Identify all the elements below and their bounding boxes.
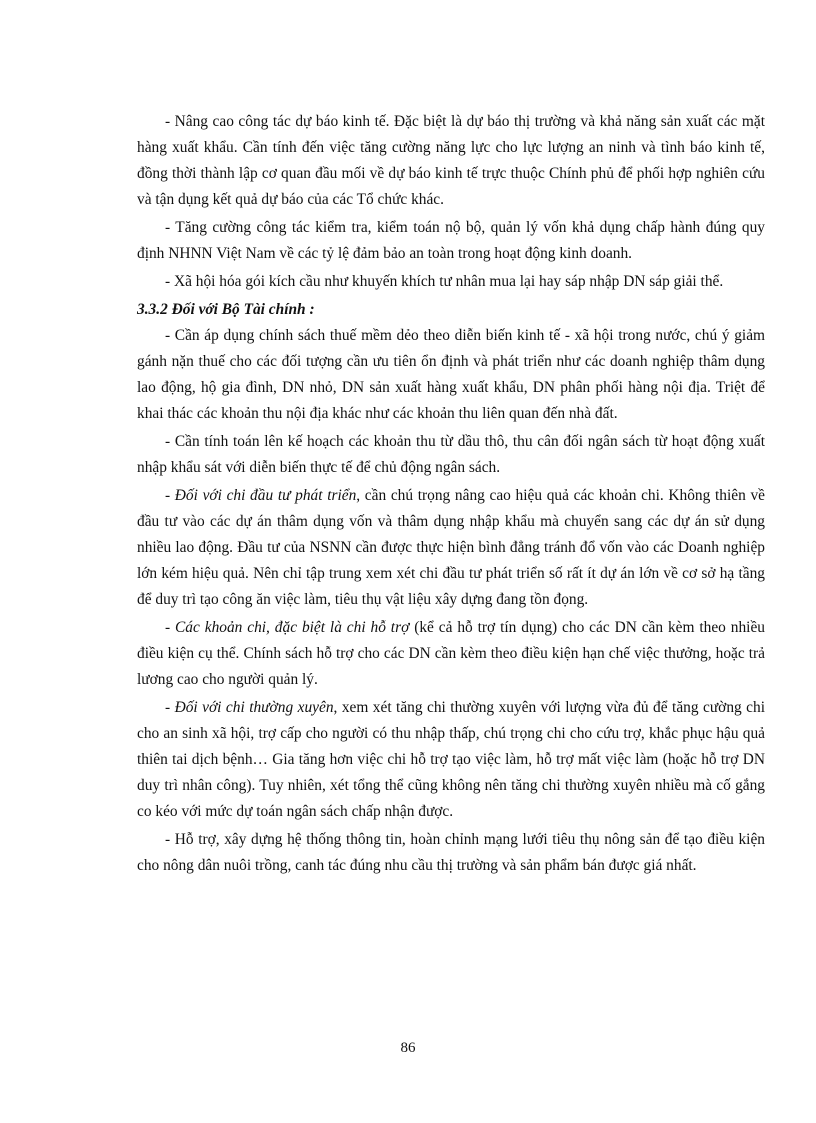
paragraph-socialization: - Xã hội hóa gói kích cầu như khuyến khích tư nhân mua lại hay sáp nhập DN sáp giải thể. <box>165 273 724 290</box>
paragraph-tax-policy <box>137 323 765 427</box>
document-page <box>137 109 765 879</box>
paragraph-italic-lead: - Đối với chi thường xuyên <box>165 699 334 716</box>
paragraph-text: - Hỗ trợ, xây dựng hệ thống thông tin, hoàn chỉnh mạng lưới tiêu thụ nông sản để tạo điều kiện cho nông dân nuôi trồng, canh tác đúng nhu cầu thị trường và sản phẩm bán được giá nhất. <box>137 831 765 874</box>
paragraph-text: - Cần áp dụng chính sách thuế mềm dẻo theo diễn biến kinh tế - xã hội trong nước, chú ý giảm gánh nặn thuế cho các đối tượng cần ưu tiên ổn định và phát triển như các doanh nghiệp thâm dụng lao động, hộ gia đình, DN nhỏ, DN sản xuất hàng xuất khẩu, DN phân phối hàng nội địa. Triệt để khai thác các khoản thu nội địa khác như các khoản thu liên quan đến nhà đất. <box>137 327 765 422</box>
paragraph-italic-lead: - Các khoản chi, đặc biệt là chi hỗ trợ <box>165 619 410 636</box>
paragraph-forecast: - Nâng cao công tác dự báo kinh tế. Đặc biệt là dự báo thị trường và khả năng sản xuất các mặt hàng xuất khẩu. Cần tính đến việc tăng cường năng lực cho lực lượng an ninh và tình báo kinh tế, đồng thời thành lập cơ quan đầu mối về dự báo kinh tế trực thuộc Chính phủ để phối hợp nghiên cứu và tận dụng kết quả dự báo của các Tổ chức khác. <box>137 113 765 208</box>
paragraph-text: , xem xét tăng chi thường xuyên với lượng vừa đủ để tăng cường chi cho an sinh xã hội, trợ cấp cho người có thu nhập thấp, chú trọng chi cho cứu trợ, khắc phục hậu quả thiên tai dịch bệnh… Gia tăng hơn việc chi hỗ trợ tạo việc làm, hỗ trợ mất việc làm (hoặc hỗ trợ DN duy trì nhân công). Tuy nhiên, xét tổng thể cũng không nên tăng chi thường xuyên nhiều mà cố gắng co kéo với mức dự toán ngân sách chấp nhận được. <box>137 699 765 820</box>
paragraph-text: (kể cả hỗ trợ tín dụng) cho các DN cần kèm theo nhiều điều kiện cụ thể. Chính sách hỗ trợ cho các DN cần kèm theo điều kiện hạn chế việc thưởng, hoặc trả lương cao cho người quản lý. <box>137 619 765 688</box>
section-heading: 3.3.2 Đối với Bộ Tài chính : <box>137 301 315 318</box>
paragraph-text: - Cần tính toán lên kế hoạch các khoản thu từ dầu thô, thu cân đối ngân sách từ hoạt động xuất nhập khẩu sát với diễn biến thực tế để chủ động ngân sách. <box>137 433 765 476</box>
paragraph-revenue-planning <box>137 429 765 481</box>
paragraph-investment-spending <box>137 483 765 613</box>
paragraph-italic-lead: - Đối với chi đầu tư phát triển <box>165 487 357 504</box>
paragraph-recurrent-spending <box>137 695 765 825</box>
page-number: 86 <box>400 1040 416 1056</box>
paragraph-audit: - Tăng cường công tác kiểm tra, kiểm toán nộ bộ, quản lý vốn khả dụng chấp hành đúng quy định NHNN Việt Nam về các tỷ lệ đảm bảo an toàn trong hoạt động kinh doanh. <box>137 219 765 262</box>
paragraph-support-spending <box>137 615 765 693</box>
paragraph-text: , cần chú trọng nâng cao hiệu quả các khoản chi. Không thiên về đầu tư vào các dự án thâm dụng vốn và thâm dụng nhập khẩu mà chuyển sang các dự án sử dụng nhiều lao động. Đầu tư của NSNN cần được thực hiện bình đẳng tránh đổ vốn vào các Doanh nghiệp lớn kém hiệu quả. Nên chỉ tập trung xem xét chi đầu tư phát triển số rất ít dự án lớn về cơ sở hạ tầng để duy trì tạo công ăn việc làm, tiêu thụ vật liệu xây dựng đang tồn đọng. <box>137 487 765 608</box>
paragraph-agriculture-info <box>137 827 765 879</box>
